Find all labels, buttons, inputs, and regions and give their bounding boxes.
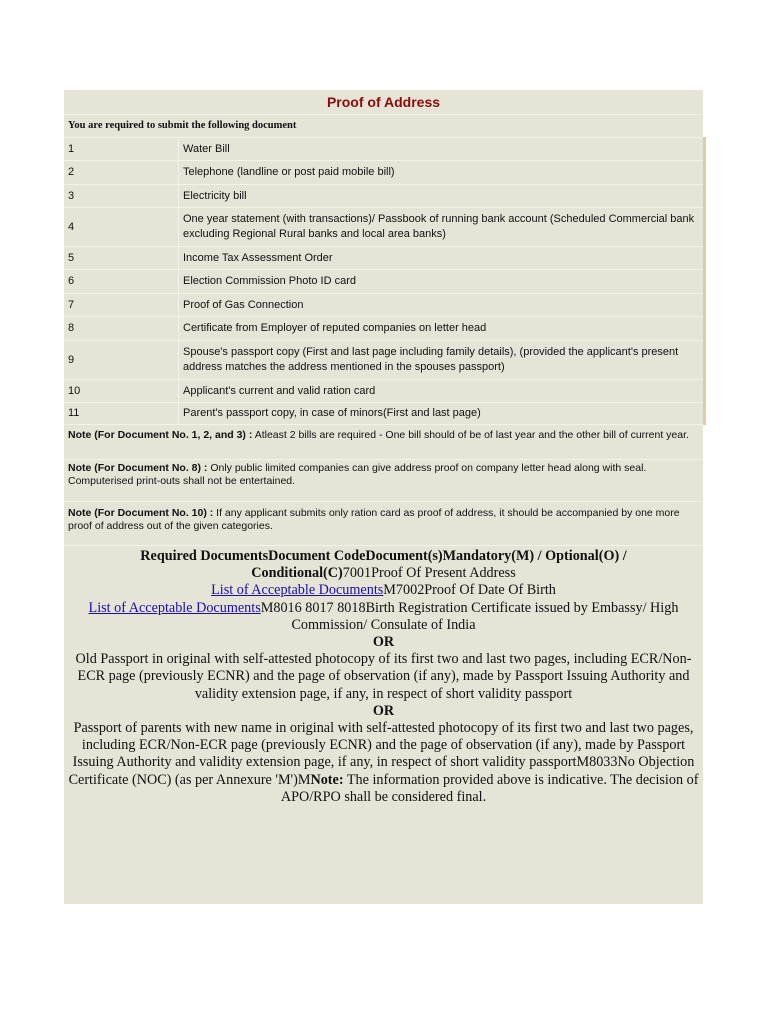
document-name: Water Bill [179,138,705,161]
note-label: Note (For Document No. 10) : [68,507,214,519]
note-doc-8 [64,460,703,502]
document-number: 4 [64,208,179,247]
required-header: Required DocumentsDocument CodeDocument(s)Mandatory(M) / Optional(O) / Conditional(C) [140,548,627,582]
note-doc-1-2-3 [64,427,703,460]
document-number: 2 [64,161,179,185]
old-passport-text: Old Passport in original with self-attested photocopy of its first two and last two pages, including ECR/Non-ECR page (previously ECNR) and the page of observation (if any), made by Passport Issuing Authority and validity extension page, if any, in respect of short validity passport [75,651,692,702]
document-number: 8 [64,317,179,341]
table-row [64,341,705,380]
note-text: Only public limited companies can give address proof on company letter head along with seal. Computerised print-outs shall not be entertained. [68,462,647,487]
table-row [64,138,705,161]
document-name: Electricity bill [179,185,705,208]
note-text: If any applicant submits only ration card as proof of address, it should be accompanied by one more proof of address out of the given categories. [68,507,680,532]
page-title: Proof of Address [64,90,703,115]
table-row [64,317,705,341]
acceptable-documents-link[interactable]: List of Acceptable Documents [211,582,384,599]
document-name: Parent's passport copy, in case of minors(First and last page) [179,403,705,425]
document-number: 1 [64,138,179,161]
document-number: 5 [64,247,179,270]
doc-code: 7002 [395,582,425,599]
document-name: Election Commission Photo ID card [179,270,705,294]
table-row [64,380,705,403]
note-text: Atleast 2 bills are required - One bill should of be of last year and the other bill of current year. [252,429,689,441]
table-row [64,161,705,185]
table-row [64,247,705,270]
table-row [64,185,705,208]
doc-name: Proof Of Present Address [371,565,516,582]
document-number: 10 [64,380,179,403]
document-number: 7 [64,294,179,317]
document-name: Applicant's current and valid ration card [179,380,705,403]
note-doc-10 [64,502,703,546]
doc-name: Proof Of Date Of Birth [424,582,556,599]
doc-name: Birth Registration Certificate issued by Embassy/ High Commission/ Consulate of India [291,599,679,633]
table-row [64,208,705,247]
mandatory-flag: M [297,771,311,788]
document-name: Certificate from Employer of reputed companies on letter head [179,317,705,341]
table-row [64,294,705,317]
doc-code: 8033 [589,754,618,771]
document-name: Spouse's passport copy (First and last page including family details), (provided the applicant's present address matches the address mentioned in the spouses passport) [179,341,705,380]
subheading: You are required to submit the following document [68,120,297,131]
doc-code: 7001 [342,565,372,582]
document-number: 6 [64,270,179,294]
document-name: Income Tax Assessment Order [179,247,705,270]
note-label: Note (For Document No. 8) : [68,462,208,474]
or-separator: OR [372,702,395,719]
document-number: 9 [64,341,179,380]
document-number: 3 [64,185,179,208]
document-name: Proof of Gas Connection [179,294,705,317]
mandatory-flag: M [383,582,396,599]
document-number: 11 [64,403,179,425]
parents-passport-text: Passport of parents with new name in original with self-attested photocopy of its first two and last two pages, including ECR/Non-ECR page (previously ECNR) and the page of observation (if any), made by Passport Issuing Authority and validity extension page, if any, in respect of short validity passport [72,720,694,771]
or-separator: OR [372,634,395,651]
mandatory-flag: M [576,754,590,771]
table-row [64,270,705,294]
mandatory-flag: M [260,599,274,616]
documents-table [64,137,706,425]
note-label: Note (For Document No. 1, 2, and 3) : [68,429,253,441]
final-note-text: The information provided above is indicative. The decision of APO/RPO shall be considered final. [280,771,699,805]
table-row [64,403,705,425]
notes-section [64,427,703,546]
document-name: Telephone (landline or post paid mobile bill) [179,161,705,185]
doc-name: No Objection Certificate (NOC) (as per Annexure 'M') [68,754,695,788]
acceptable-documents-link[interactable]: List of Acceptable Documents [88,599,261,616]
final-note-label: Note: [310,771,344,788]
document-name: One year statement (with transactions)/ Passbook of running bank account (Scheduled Commercial bank excluding Regional Rural banks and local area banks) [179,208,705,247]
doc-code: 8016 8017 8018 [273,599,366,616]
required-documents [64,548,703,806]
